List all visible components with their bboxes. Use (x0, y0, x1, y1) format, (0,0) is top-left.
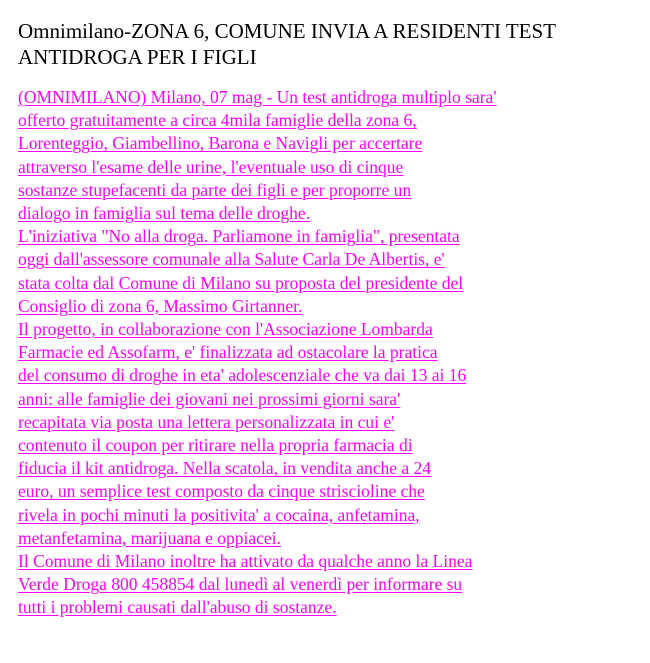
body-line: Consiglio di zona 6, Massimo Girtanner. (18, 295, 303, 316)
body-line: dialogo in famiglia sul tema delle droghe. (18, 203, 311, 224)
body-line: Il progetto, in collaborazione con l'Associazione Lombarda (18, 319, 433, 340)
body-line: sostanze stupefacenti da parte dei figli e per proporre un (18, 179, 412, 200)
body-line: rivela in pochi minuti la positivita' a cocaina, anfetamina, (18, 504, 420, 525)
body-line: Verde Droga 800 458854 dal lunedì al venerdì per informare su (18, 574, 463, 595)
body-line: del consumo di droghe in eta' adolescenziale che va dai 13 ai 16 (18, 365, 467, 386)
body-line: offerto gratuitamente a circa 4mila famiglie della zona 6, (18, 110, 417, 131)
body-line: metanfetamina, marijuana e oppiacei. (18, 527, 281, 548)
body-line: euro, un semplice test composto da cinque striscioline che (18, 481, 425, 502)
body-line: Lorenteggio, Giambellino, Barona e Navigli per accertare (18, 133, 423, 154)
body-line: stata colta dal Comune di Milano su proposta del presidente del (18, 272, 464, 293)
body-line: attraverso l'esame delle urine, l'eventuale uso di cinque (18, 156, 404, 177)
title-line: Omnimilano-ZONA 6, COMUNE INVIA A RESIDENTI TEST (18, 19, 557, 43)
body-line: Il Comune di Milano inoltre ha attivato da qualche anno la Linea (18, 551, 473, 572)
body-line: tutti i problemi causati dall'abuso di sostanze. (18, 597, 337, 618)
body-line: L'iniziativa "No alla droga. Parliamone in famiglia", presentata (18, 226, 460, 247)
title-line: ANTIDROGA PER I FIGLI (18, 45, 257, 69)
article-body-link[interactable] (18, 86, 643, 620)
body-line: anni: alle famiglie dei giovani nei prossimi giorni sara' (18, 388, 401, 409)
body-line: oggi dall'assessore comunale alla Salute Carla De Albertis, e' (18, 249, 445, 270)
body-line: (OMNIMILANO) Milano, 07 mag - Un test antidroga multiplo sara' (18, 87, 497, 107)
article-title (18, 18, 643, 70)
body-line: recapitata via posta una lettera personalizzata in cui e' (18, 411, 395, 432)
body-line: Farmacie ed Assofarm, e' finalizzata ad ostacolare la pratica (18, 342, 438, 363)
body-line: fiducia il kit antidroga. Nella scatola, in vendita anche a 24 (18, 458, 432, 479)
body-line: contenuto il coupon per ritirare nella propria farmacia di (18, 435, 413, 456)
article-container (18, 18, 643, 620)
